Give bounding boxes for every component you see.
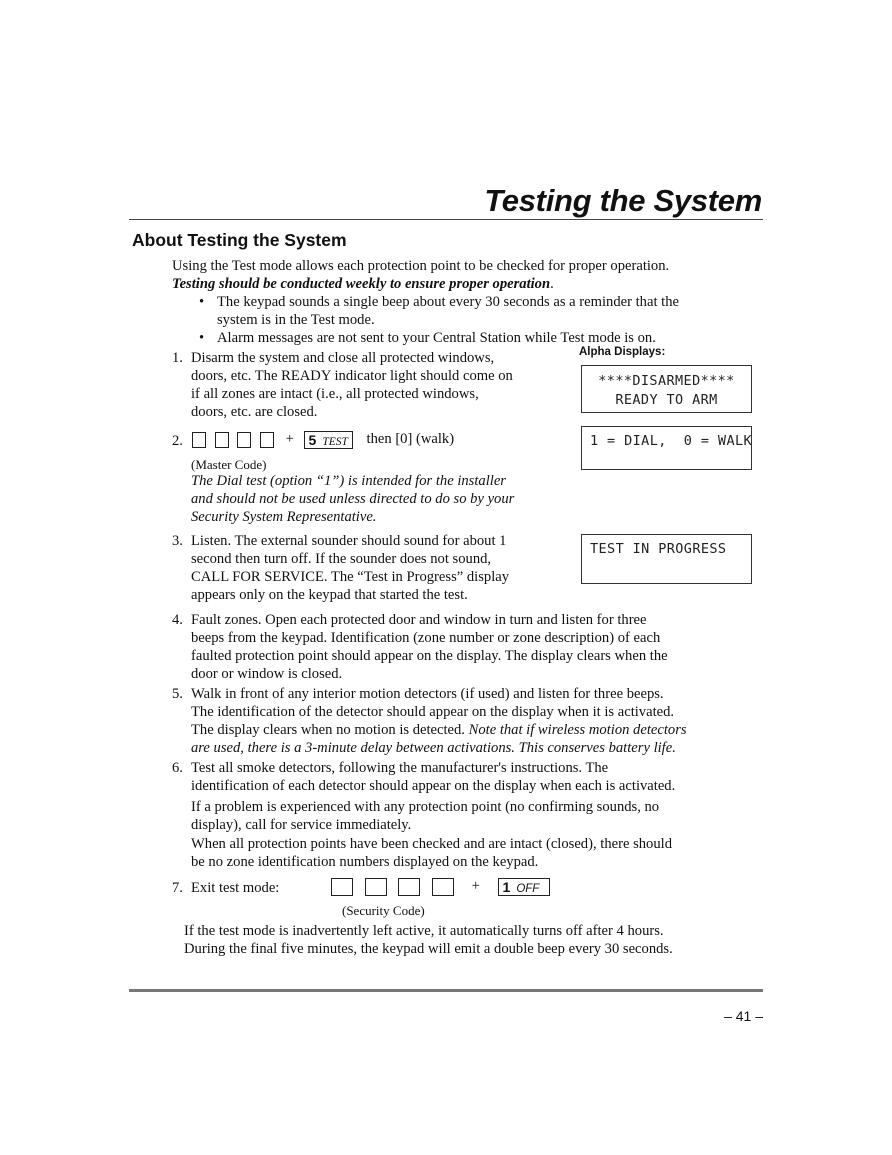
code-digit-box [432, 878, 454, 896]
top-rule [129, 219, 763, 220]
key-label: TEST [322, 435, 348, 448]
step-line: Walk in front of any interior motion detectors (if used) and listen for three beeps. [191, 686, 664, 702]
step-line: When all protection points have been checked and are intact (closed), there should [191, 836, 672, 852]
step-3-text [191, 532, 509, 604]
lcd-display-dial-walk [581, 426, 752, 470]
lcd-line: 1 = DIAL, 0 = WALK [590, 433, 753, 449]
step-note-line: are used, there is a 3-minute delay between activations. This conserves battery life. [191, 740, 676, 756]
step-number: 2. [172, 433, 183, 449]
step-number: 7. [172, 880, 183, 896]
note-line: The Dial test (option “1”) is intended for the installer [191, 473, 506, 489]
step-number: 6. [172, 760, 183, 776]
bullet-line: • Alarm messages are not sent to your Central Station while Test mode is on. [217, 330, 656, 346]
code-digit-box [215, 432, 229, 448]
step-line [191, 721, 687, 739]
key-number: 5 [308, 431, 317, 448]
bottom-rule [129, 989, 763, 992]
step-number: 4. [172, 612, 183, 628]
step-note: Note that if wireless motion detectors [468, 722, 687, 738]
step-number: 5. [172, 686, 183, 702]
step-line: identification of each detector should appear on the display when each is activated. [191, 778, 676, 794]
key-number: 1 [502, 878, 511, 895]
code-digit-box [192, 432, 206, 448]
then-walk-text: then [0] (walk) [366, 431, 455, 447]
bullet-line: system is in the Test mode. [217, 312, 375, 328]
section-heading: About Testing the System [132, 230, 347, 250]
step-line: door or window is closed. [191, 666, 343, 682]
code-digit-box [331, 878, 353, 896]
security-code-label: (Security Code) [342, 903, 425, 918]
dial-test-note [191, 472, 514, 526]
code-digit-box [260, 432, 274, 448]
intro-emphasis-line [172, 275, 554, 293]
lcd-line: ****DISARMED**** [598, 373, 735, 389]
off-key [498, 878, 550, 896]
step-4-text [191, 611, 668, 683]
intro-emphasis-end: . [550, 276, 554, 292]
closing-line: If the test mode is inadvertently left active, it automatically turns off after 4 hours. [184, 923, 664, 939]
step-line: be no zone identification numbers displayed on the keypad. [191, 854, 539, 870]
bullet-line: • The keypad sounds a single beep about every 30 seconds as a reminder that the [217, 294, 679, 310]
step-line: Test all smoke detectors, following the manufacturer's instructions. The [191, 760, 609, 776]
page-title: Testing the System [484, 183, 762, 218]
lcd-display-test-in-progress [581, 534, 752, 584]
lcd-display-disarmed [581, 365, 752, 413]
key-label: OFF [516, 882, 540, 895]
step-line: If a problem is experienced with any protection point (no confirming sounds, no [191, 799, 660, 815]
lcd-line: TEST IN PROGRESS [590, 541, 727, 557]
master-code-label: (Master Code) [191, 457, 267, 472]
step-line: appears only on the keypad that started the test. [191, 587, 468, 603]
intro-line: Using the Test mode allows each protection point to be checked for proper operation. [172, 258, 670, 274]
step-5-text [191, 685, 687, 757]
note-line: Security System Representative. [191, 509, 377, 525]
code-digit-box [237, 432, 251, 448]
step-line: Disarm the system and close all protected windows, [191, 350, 495, 366]
step-line: faulted protection point should appear on the display. The display clears when the [191, 648, 668, 664]
plus-sign: + [471, 878, 480, 894]
plus-sign: + [285, 431, 294, 447]
code-digit-box [365, 878, 387, 896]
step-line: The identification of the detector should appear on the display when it is activated. [191, 704, 675, 720]
step-line: beeps from the keypad. Identification (zone number or zone description) of each [191, 630, 661, 646]
bullet-item [217, 329, 656, 347]
intro-emphasis: Testing should be conducted weekly to ensure proper operation [172, 276, 551, 292]
closing-paragraph [184, 922, 673, 958]
test-key [304, 431, 353, 449]
step-number: 3. [172, 533, 183, 549]
bullet-item [217, 293, 679, 329]
note-line: and should not be used unless directed to do so by your [191, 491, 515, 507]
step-line: Fault zones. Open each protected door and window in turn and listen for three [191, 612, 647, 628]
step-6-text [191, 759, 675, 795]
security-code-entry [331, 877, 550, 896]
page-number: – 41 – [724, 1008, 763, 1024]
step-line: doors, etc. The READY indicator light should come on [191, 368, 513, 384]
step-1-text [191, 349, 513, 421]
step-6-intact-paragraph [191, 835, 672, 871]
step-line: CALL FOR SERVICE. The “Test in Progress” display [191, 569, 510, 585]
closing-line: During the final five minutes, the keypad will emit a double beep every 30 seconds. [184, 941, 673, 957]
step-line: Listen. The external sounder should sound for about 1 [191, 533, 507, 549]
master-code-entry [192, 430, 454, 449]
lcd-line: READY TO ARM [615, 392, 718, 408]
step-line: if all zones are intact (i.e., all protected windows, [191, 386, 479, 402]
step-number: 1. [172, 350, 183, 366]
step-text: The display clears when no motion is detected. [191, 722, 469, 738]
step-line: doors, etc. are closed. [191, 404, 318, 420]
code-digit-box [398, 878, 420, 896]
exit-test-mode-label: Exit test mode: [191, 880, 280, 896]
step-line: second then turn off. If the sounder does not sound, [191, 551, 492, 567]
alpha-displays-label: Alpha Displays: [579, 346, 666, 358]
step-line: display), call for service immediately. [191, 817, 412, 833]
step-6-problem-paragraph [191, 798, 659, 834]
